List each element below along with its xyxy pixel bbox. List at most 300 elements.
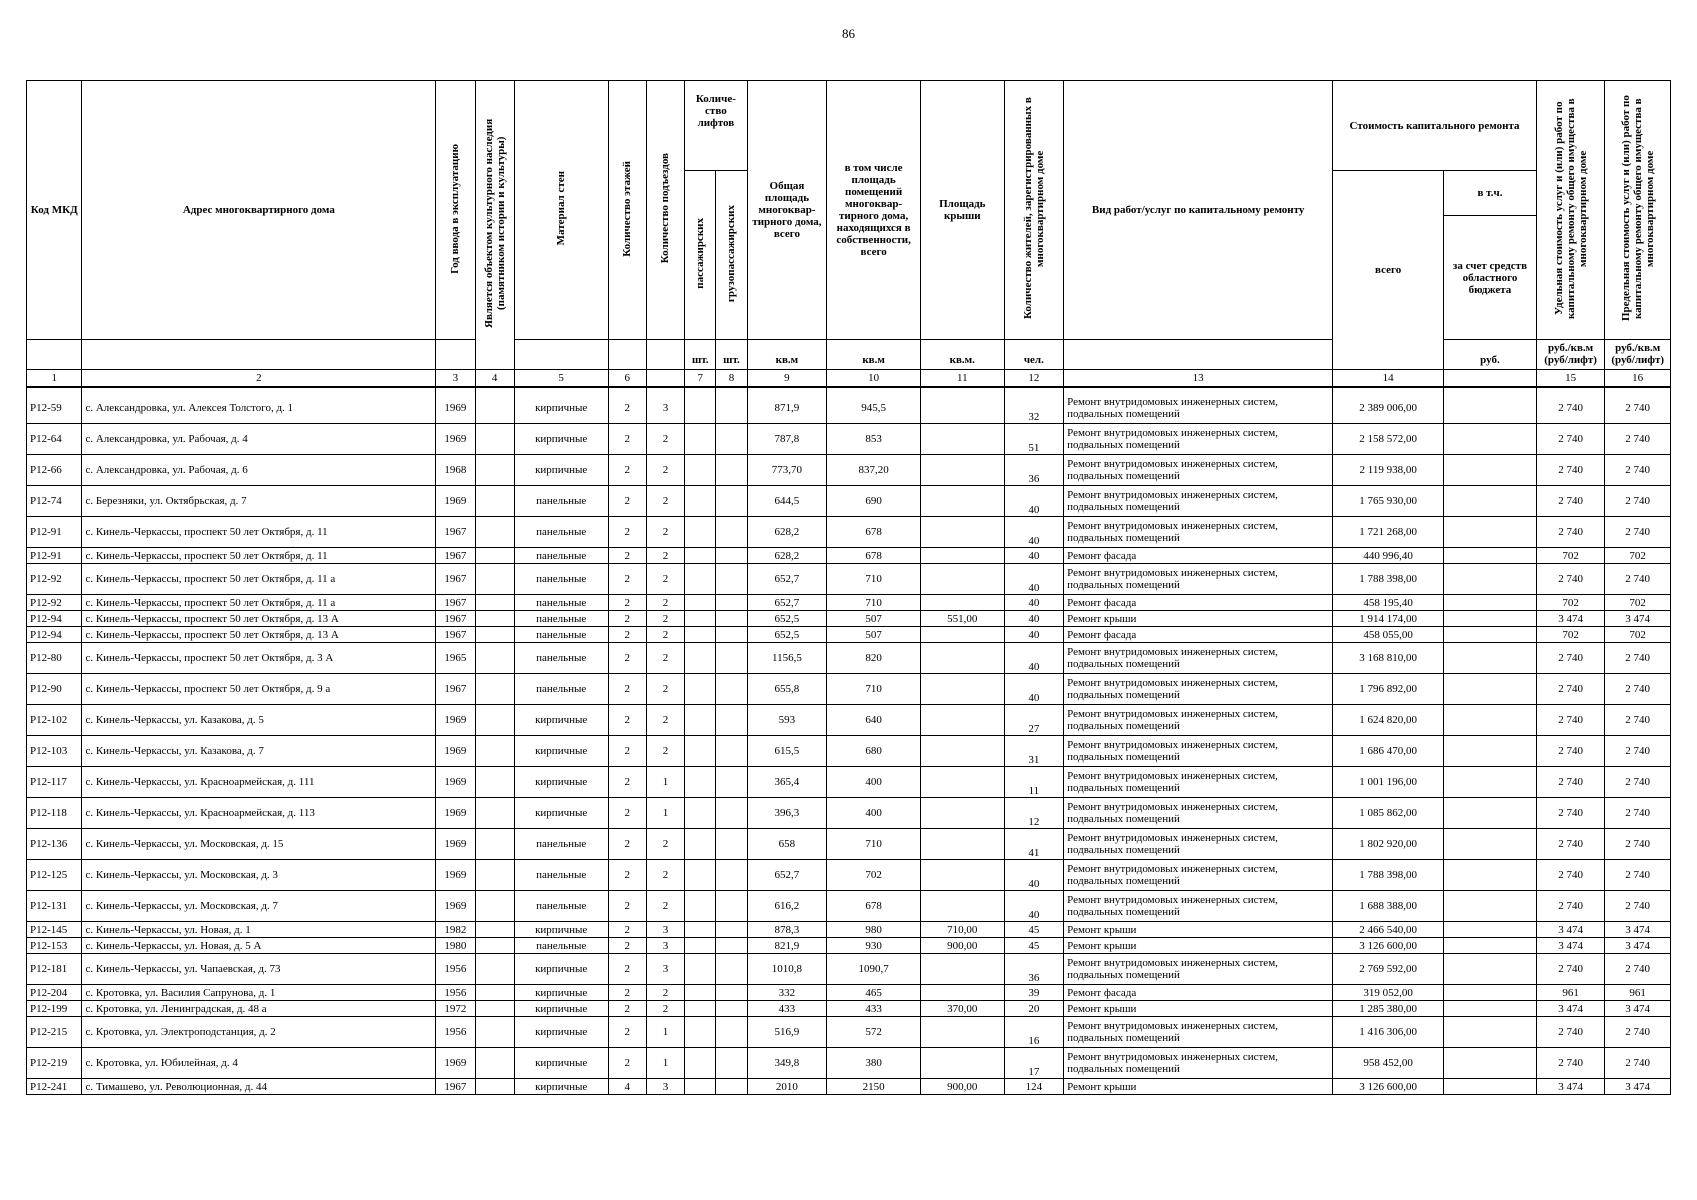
cell-work: Ремонт внутридомовых инженерных систем, подвальных помещений — [1064, 860, 1333, 891]
cell-work: Ремонт внутридомовых инженерных систем, подвальных помещений — [1064, 387, 1333, 424]
cell-lifts-cargo — [716, 517, 747, 548]
cell-unit-cost: 2 740 — [1536, 705, 1605, 736]
cell-unit-cost: 3 474 — [1536, 922, 1605, 938]
cell-wall: кирпичные — [514, 1048, 608, 1079]
unit-address — [82, 340, 436, 370]
cell-heritage — [475, 860, 514, 891]
cell-cost-regional — [1444, 548, 1537, 564]
unit-cost-regional: руб. — [1444, 340, 1537, 370]
header-owned-area: в том числе площадь помещений многоквар-тирного дома, находящихся в собственности, всего — [827, 81, 921, 340]
cell-unit-cost: 2 740 — [1536, 829, 1605, 860]
cell-floors: 2 — [608, 938, 646, 954]
cell-address: с. Кинель-Черкассы, ул. Чапаевская, д. 73 — [82, 954, 436, 985]
cell-owned-area: 853 — [827, 424, 921, 455]
cell-max-cost: 2 740 — [1605, 860, 1671, 891]
cell-entrances: 2 — [646, 736, 684, 767]
cell-total-area: 628,2 — [747, 548, 827, 564]
cell-total-area: 878,3 — [747, 922, 827, 938]
cell-lifts-pass — [685, 424, 716, 455]
header-year — [436, 81, 475, 340]
cell-lifts-cargo — [716, 922, 747, 938]
cell-work: Ремонт фасада — [1064, 985, 1333, 1001]
cell-cost-regional — [1444, 564, 1537, 595]
cell-unit-cost: 2 740 — [1536, 455, 1605, 486]
cell-year: 1956 — [436, 1017, 475, 1048]
cell-total-area: 658 — [747, 829, 827, 860]
cell-floors: 2 — [608, 643, 646, 674]
header-cost-incl: в т.ч. — [1444, 171, 1537, 216]
cell-roof-area — [920, 674, 1004, 705]
cell-cost: 1 788 398,00 — [1333, 860, 1444, 891]
cell-lifts-cargo — [716, 455, 747, 486]
cell-heritage — [475, 387, 514, 424]
cell-max-cost: 3 474 — [1605, 938, 1671, 954]
cell-wall: кирпичные — [514, 954, 608, 985]
cell-max-cost: 2 740 — [1605, 643, 1671, 674]
cell-unit-cost: 2 740 — [1536, 954, 1605, 985]
cell-heritage — [475, 736, 514, 767]
cell-year: 1969 — [436, 387, 475, 424]
unit-code — [27, 340, 82, 370]
cell-cost: 958 452,00 — [1333, 1048, 1444, 1079]
cell-entrances: 1 — [646, 1048, 684, 1079]
cell-code: P12-64 — [27, 424, 82, 455]
column-number: 13 — [1064, 370, 1333, 388]
cell-address: с. Тимашево, ул. Революционная, д. 44 — [82, 1079, 436, 1095]
cell-unit-cost: 2 740 — [1536, 674, 1605, 705]
cell-lifts-pass — [685, 705, 716, 736]
cell-wall: панельные — [514, 829, 608, 860]
cell-cost: 2 769 592,00 — [1333, 954, 1444, 985]
cell-entrances: 2 — [646, 627, 684, 643]
cell-address: с. Березняки, ул. Октябрьская, д. 7 — [82, 486, 436, 517]
cell-code: P12-145 — [27, 922, 82, 938]
cell-lifts-pass — [685, 564, 716, 595]
cell-lifts-pass — [685, 985, 716, 1001]
cell-lifts-cargo — [716, 829, 747, 860]
cell-code: P12-117 — [27, 767, 82, 798]
cell-total-area: 396,3 — [747, 798, 827, 829]
cell-max-cost: 2 740 — [1605, 1017, 1671, 1048]
cell-unit-cost: 3 474 — [1536, 611, 1605, 627]
unit-wall — [514, 340, 608, 370]
cell-roof-area — [920, 564, 1004, 595]
cell-lifts-pass — [685, 455, 716, 486]
cell-work: Ремонт крыши — [1064, 922, 1333, 938]
unit-max-cost: руб./кв.м (руб/лифт) — [1605, 340, 1671, 370]
cell-year: 1967 — [436, 548, 475, 564]
cell-floors: 2 — [608, 517, 646, 548]
cell-floors: 2 — [608, 798, 646, 829]
cell-wall: кирпичные — [514, 705, 608, 736]
cell-owned-area: 930 — [827, 938, 921, 954]
cell-total-area: 644,5 — [747, 486, 827, 517]
cell-max-cost: 3 474 — [1605, 1079, 1671, 1095]
cell-cost-regional — [1444, 595, 1537, 611]
cell-max-cost: 3 474 — [1605, 1001, 1671, 1017]
cell-year: 1969 — [436, 860, 475, 891]
cell-max-cost: 2 740 — [1605, 486, 1671, 517]
cell-entrances: 3 — [646, 1079, 684, 1095]
cell-unit-cost: 2 740 — [1536, 517, 1605, 548]
cell-entrances: 2 — [646, 595, 684, 611]
cell-address: с. Кротовка, ул. Юбилейная, д. 4 — [82, 1048, 436, 1079]
cell-heritage — [475, 674, 514, 705]
cell-lifts-cargo — [716, 1017, 747, 1048]
column-number — [646, 370, 684, 388]
cell-max-cost: 2 740 — [1605, 387, 1671, 424]
unit-roof-area: кв.м. — [920, 340, 1004, 370]
cell-unit-cost: 2 740 — [1536, 1048, 1605, 1079]
cell-cost-regional — [1444, 954, 1537, 985]
header-unit-cost — [1536, 81, 1605, 340]
cell-floors: 2 — [608, 595, 646, 611]
cell-entrances: 2 — [646, 1001, 684, 1017]
unit-work-type — [1064, 340, 1333, 370]
table-row — [27, 891, 1671, 922]
cell-work: Ремонт фасада — [1064, 595, 1333, 611]
cell-wall: кирпичные — [514, 424, 608, 455]
cell-year: 1956 — [436, 985, 475, 1001]
cell-entrances: 2 — [646, 517, 684, 548]
cell-heritage — [475, 548, 514, 564]
cell-code: P12-199 — [27, 1001, 82, 1017]
cell-owned-area: 980 — [827, 922, 921, 938]
header-residents-text: Количество жителей, зарегистрированных в многоквартирном доме — [1021, 97, 1046, 320]
cell-cost-regional — [1444, 455, 1537, 486]
cell-work: Ремонт внутридомовых инженерных систем, подвальных помещений — [1064, 674, 1333, 705]
header-lifts: Количе-ство лифтов — [685, 81, 747, 171]
header-cost-group: Стоимость капитального ремонта — [1333, 81, 1537, 171]
cell-cost: 1 721 268,00 — [1333, 517, 1444, 548]
cell-wall: кирпичные — [514, 767, 608, 798]
cell-wall: панельные — [514, 517, 608, 548]
cell-wall: панельные — [514, 548, 608, 564]
cell-total-area: 787,8 — [747, 424, 827, 455]
cell-lifts-cargo — [716, 798, 747, 829]
cell-work: Ремонт внутридомовых инженерных систем, подвальных помещений — [1064, 891, 1333, 922]
cell-entrances: 1 — [646, 767, 684, 798]
cell-work: Ремонт внутридомовых инженерных систем, подвальных помещений — [1064, 564, 1333, 595]
cell-work: Ремонт внутридомовых инженерных систем, подвальных помещений — [1064, 954, 1333, 985]
column-number — [1444, 370, 1537, 388]
cell-wall: кирпичные — [514, 798, 608, 829]
cell-residents: 41 — [1004, 829, 1063, 860]
cell-residents: 27 — [1004, 705, 1063, 736]
cell-unit-cost: 2 740 — [1536, 798, 1605, 829]
table-row — [27, 860, 1671, 891]
cell-cost-regional — [1444, 938, 1537, 954]
cell-cost: 1 802 920,00 — [1333, 829, 1444, 860]
cell-code: P12-125 — [27, 860, 82, 891]
cell-cost-regional — [1444, 767, 1537, 798]
column-number: 6 — [608, 370, 646, 388]
cell-max-cost: 2 740 — [1605, 674, 1671, 705]
cell-wall: панельные — [514, 595, 608, 611]
cell-max-cost: 2 740 — [1605, 424, 1671, 455]
cell-lifts-pass — [685, 938, 716, 954]
cell-unit-cost: 702 — [1536, 548, 1605, 564]
cell-entrances: 1 — [646, 1017, 684, 1048]
cell-heritage — [475, 564, 514, 595]
header-wall — [514, 81, 608, 340]
cell-code: P12-80 — [27, 643, 82, 674]
cell-code: P12-74 — [27, 486, 82, 517]
cell-owned-area: 1090,7 — [827, 954, 921, 985]
cell-heritage — [475, 829, 514, 860]
cell-lifts-pass — [685, 829, 716, 860]
cell-lifts-cargo — [716, 1079, 747, 1095]
cell-entrances: 2 — [646, 891, 684, 922]
cell-wall: кирпичные — [514, 1001, 608, 1017]
cell-address: с. Кинель-Черкассы, ул. Московская, д. 15 — [82, 829, 436, 860]
cell-owned-area: 380 — [827, 1048, 921, 1079]
cell-unit-cost: 2 740 — [1536, 643, 1605, 674]
cell-wall: кирпичные — [514, 922, 608, 938]
cell-work: Ремонт внутридомовых инженерных систем, подвальных помещений — [1064, 798, 1333, 829]
cell-floors: 2 — [608, 627, 646, 643]
cell-work: Ремонт крыши — [1064, 1079, 1333, 1095]
cell-unit-cost: 2 740 — [1536, 486, 1605, 517]
cell-cost: 440 996,40 — [1333, 548, 1444, 564]
cell-code: P12-215 — [27, 1017, 82, 1048]
cell-owned-area: 678 — [827, 548, 921, 564]
cell-year: 1969 — [436, 798, 475, 829]
table-row — [27, 674, 1671, 705]
cell-heritage — [475, 1017, 514, 1048]
column-number: 11 — [920, 370, 1004, 388]
cell-lifts-cargo — [716, 1001, 747, 1017]
cell-residents: 16 — [1004, 1017, 1063, 1048]
header-floors-text: Количество этажей — [621, 160, 634, 257]
cell-cost: 2 466 540,00 — [1333, 922, 1444, 938]
header-heritage-text: Является объектом культурного наследия (памятником истории и культуры) — [482, 118, 507, 329]
column-number: 10 — [827, 370, 921, 388]
cell-floors: 2 — [608, 736, 646, 767]
cell-wall: панельные — [514, 891, 608, 922]
cell-cost: 1 914 174,00 — [1333, 611, 1444, 627]
cell-total-area: 655,8 — [747, 674, 827, 705]
cell-max-cost: 2 740 — [1605, 954, 1671, 985]
header-roof-area: Площадь крыши — [920, 81, 1004, 340]
cell-entrances: 2 — [646, 455, 684, 486]
cell-residents: 32 — [1004, 387, 1063, 424]
cell-owned-area: 690 — [827, 486, 921, 517]
unit-lifts-cargo: шт. — [716, 340, 747, 370]
cell-lifts-pass — [685, 643, 716, 674]
cell-unit-cost: 3 474 — [1536, 1001, 1605, 1017]
cell-work: Ремонт крыши — [1064, 611, 1333, 627]
cell-residents: 40 — [1004, 611, 1063, 627]
cell-address: с. Кинель-Черкассы, ул. Красноармейская, д. 111 — [82, 767, 436, 798]
cell-residents: 17 — [1004, 1048, 1063, 1079]
cell-residents: 51 — [1004, 424, 1063, 455]
cell-total-area: 332 — [747, 985, 827, 1001]
unit-year — [436, 340, 475, 370]
unit-total-area: кв.м — [747, 340, 827, 370]
cell-floors: 4 — [608, 1079, 646, 1095]
cell-heritage — [475, 486, 514, 517]
cell-year: 1965 — [436, 643, 475, 674]
cell-work: Ремонт внутридомовых инженерных систем, подвальных помещений — [1064, 829, 1333, 860]
cell-cost-regional — [1444, 860, 1537, 891]
cell-lifts-pass — [685, 674, 716, 705]
cell-max-cost: 2 740 — [1605, 829, 1671, 860]
cell-year: 1967 — [436, 1079, 475, 1095]
column-number: 9 — [747, 370, 827, 388]
cell-wall: панельные — [514, 564, 608, 595]
cell-residents: 40 — [1004, 643, 1063, 674]
cell-address: с. Кинель-Черкассы, ул. Казакова, д. 7 — [82, 736, 436, 767]
cell-address: с. Кинель-Черкассы, проспект 50 лет Октября, д. 11 — [82, 548, 436, 564]
cell-floors: 2 — [608, 954, 646, 985]
cell-residents: 11 — [1004, 767, 1063, 798]
cell-address: с. Кинель-Черкассы, ул. Красноармейская, д. 113 — [82, 798, 436, 829]
cell-total-area: 616,2 — [747, 891, 827, 922]
cell-code: P12-153 — [27, 938, 82, 954]
cell-total-area: 1010,8 — [747, 954, 827, 985]
cell-floors: 2 — [608, 564, 646, 595]
cell-cost: 319 052,00 — [1333, 985, 1444, 1001]
cell-heritage — [475, 627, 514, 643]
column-number: 4 — [475, 370, 514, 388]
cell-year: 1967 — [436, 595, 475, 611]
cell-roof-area: 900,00 — [920, 938, 1004, 954]
cell-owned-area: 507 — [827, 627, 921, 643]
cell-residents: 40 — [1004, 564, 1063, 595]
cell-cost-regional — [1444, 829, 1537, 860]
cell-lifts-pass — [685, 517, 716, 548]
column-number: 7 — [685, 370, 716, 388]
cell-roof-area — [920, 517, 1004, 548]
cell-work: Ремонт внутридомовых инженерных систем, подвальных помещений — [1064, 767, 1333, 798]
cell-cost: 458 055,00 — [1333, 627, 1444, 643]
cell-heritage — [475, 595, 514, 611]
table-row — [27, 455, 1671, 486]
unit-residents: чел. — [1004, 340, 1063, 370]
cell-residents: 36 — [1004, 954, 1063, 985]
cell-work: Ремонт внутридомовых инженерных систем, подвальных помещений — [1064, 643, 1333, 674]
cell-address: с. Кинель-Черкассы, ул. Московская, д. 7 — [82, 891, 436, 922]
column-number: 15 — [1536, 370, 1605, 388]
cell-residents: 31 — [1004, 736, 1063, 767]
cell-code: P12-91 — [27, 548, 82, 564]
cell-lifts-cargo — [716, 627, 747, 643]
cell-work: Ремонт внутридомовых инженерных систем, подвальных помещений — [1064, 486, 1333, 517]
cell-heritage — [475, 938, 514, 954]
header-entrances — [646, 81, 684, 340]
column-number: 5 — [514, 370, 608, 388]
cell-roof-area — [920, 595, 1004, 611]
cell-roof-area: 370,00 — [920, 1001, 1004, 1017]
cell-address: с. Кинель-Черкассы, ул. Казакова, д. 5 — [82, 705, 436, 736]
cell-heritage — [475, 798, 514, 829]
cell-unit-cost: 3 474 — [1536, 1079, 1605, 1095]
unit-entrances — [646, 340, 684, 370]
cell-cost: 2 158 572,00 — [1333, 424, 1444, 455]
cell-heritage — [475, 455, 514, 486]
cell-entrances: 3 — [646, 954, 684, 985]
cell-cost-regional — [1444, 1017, 1537, 1048]
table-row — [27, 486, 1671, 517]
cell-roof-area — [920, 954, 1004, 985]
cell-owned-area: 710 — [827, 829, 921, 860]
cell-floors: 2 — [608, 1048, 646, 1079]
cell-entrances: 2 — [646, 486, 684, 517]
cell-roof-area — [920, 643, 1004, 674]
cell-cost-regional — [1444, 798, 1537, 829]
cell-heritage — [475, 954, 514, 985]
cell-total-area: 652,7 — [747, 860, 827, 891]
cell-wall: кирпичные — [514, 1079, 608, 1095]
cell-wall: панельные — [514, 938, 608, 954]
cell-wall: кирпичные — [514, 985, 608, 1001]
cell-unit-cost: 702 — [1536, 595, 1605, 611]
cell-owned-area: 400 — [827, 767, 921, 798]
column-number: 12 — [1004, 370, 1063, 388]
cell-lifts-cargo — [716, 564, 747, 595]
cell-heritage — [475, 1079, 514, 1095]
cell-cost-regional — [1444, 517, 1537, 548]
cell-cost: 1 688 388,00 — [1333, 891, 1444, 922]
cell-floors: 2 — [608, 705, 646, 736]
cell-lifts-pass — [685, 954, 716, 985]
cell-year: 1969 — [436, 767, 475, 798]
cell-entrances: 2 — [646, 611, 684, 627]
cell-owned-area: 710 — [827, 674, 921, 705]
table-row — [27, 922, 1671, 938]
cell-work: Ремонт внутридомовых инженерных систем, подвальных помещений — [1064, 736, 1333, 767]
cell-year: 1969 — [436, 424, 475, 455]
cell-cost: 3 168 810,00 — [1333, 643, 1444, 674]
cell-cost: 3 126 600,00 — [1333, 938, 1444, 954]
page-number: 86 — [842, 26, 855, 41]
cell-heritage — [475, 643, 514, 674]
cell-total-area: 1156,5 — [747, 643, 827, 674]
cell-total-area: 628,2 — [747, 517, 827, 548]
table-row — [27, 1001, 1671, 1017]
header-work-type: Вид работ/услуг по капитальному ремонту — [1064, 81, 1333, 340]
cell-heritage — [475, 705, 514, 736]
cell-work: Ремонт внутридомовых инженерных систем, подвальных помещений — [1064, 517, 1333, 548]
cell-lifts-cargo — [716, 954, 747, 985]
cell-wall: панельные — [514, 674, 608, 705]
cell-year: 1967 — [436, 674, 475, 705]
table-row — [27, 424, 1671, 455]
cell-cost: 1 285 380,00 — [1333, 1001, 1444, 1017]
cell-lifts-pass — [685, 611, 716, 627]
cell-total-area: 2010 — [747, 1079, 827, 1095]
header-entrances-text: Количество подъездов — [659, 153, 672, 264]
cell-cost-regional — [1444, 1048, 1537, 1079]
cell-floors: 2 — [608, 860, 646, 891]
cell-year: 1967 — [436, 627, 475, 643]
header-cost-regional: за счет средств областного бюджета — [1444, 216, 1537, 340]
cell-residents: 20 — [1004, 1001, 1063, 1017]
cell-address: с. Кинель-Черкассы, проспект 50 лет Октября, д. 11 а — [82, 564, 436, 595]
cell-lifts-cargo — [716, 611, 747, 627]
cell-max-cost: 2 740 — [1605, 798, 1671, 829]
cell-code: P12-90 — [27, 674, 82, 705]
cell-roof-area — [920, 891, 1004, 922]
cell-address: с. Кинель-Черкассы, ул. Московская, д. 3 — [82, 860, 436, 891]
column-number: 2 — [82, 370, 436, 388]
cell-max-cost: 3 474 — [1605, 611, 1671, 627]
cell-heritage — [475, 517, 514, 548]
cell-entrances: 3 — [646, 938, 684, 954]
cell-roof-area — [920, 767, 1004, 798]
table-row — [27, 643, 1671, 674]
